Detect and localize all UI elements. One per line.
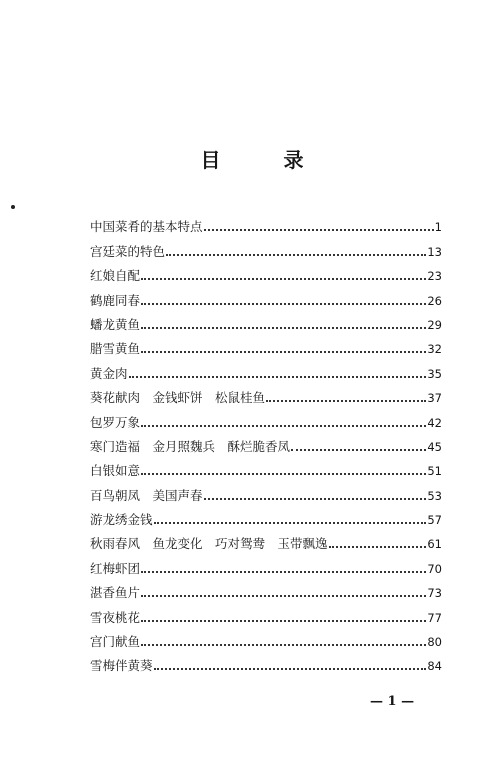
dot-leader: [291, 449, 426, 451]
dot-leader: [166, 254, 426, 256]
toc-entry[interactable]: [90, 235, 442, 259]
entry-page: 51: [427, 464, 442, 479]
toc-entry[interactable]: [90, 528, 442, 552]
toc-entry[interactable]: [90, 552, 442, 576]
entry-title: 葵花献肉 金钱虾饼 松鼠桂鱼: [90, 390, 266, 406]
dot-leader: [141, 644, 426, 646]
dot-leader: [141, 571, 426, 573]
page-title: 目 录: [200, 148, 332, 172]
toc-entry[interactable]: [90, 626, 442, 650]
dot-leader: [129, 376, 427, 378]
entry-title: 雪梅伴黄葵: [90, 658, 153, 674]
entry-page: 45: [427, 439, 442, 454]
entry-page: 1: [434, 220, 442, 235]
entry-title: 雪夜桃花: [90, 609, 141, 625]
entry-page: 32: [427, 342, 442, 357]
toc-entry[interactable]: [90, 577, 442, 601]
entry-page: 70: [427, 561, 442, 576]
dot-leader: [141, 327, 426, 329]
dot-leader: [154, 522, 427, 524]
toc-entry[interactable]: [90, 479, 442, 503]
entry-title: 腊雪黄鱼: [90, 341, 141, 357]
dot-leader: [141, 425, 426, 427]
footer-page-number: — 1 —: [370, 694, 415, 709]
entry-page: 57: [427, 513, 442, 528]
entry-title: 游龙绣金钱: [90, 512, 153, 528]
entry-title: 黄金肉: [90, 365, 128, 381]
entry-page: 42: [427, 415, 442, 430]
entry-title: 白银如意: [90, 463, 141, 479]
entry-page: 29: [427, 317, 442, 332]
entry-page: 53: [427, 488, 442, 503]
dot-leader: [141, 620, 426, 622]
entry-title: 蟠龙黄鱼: [90, 316, 141, 332]
toc-entry[interactable]: [90, 284, 442, 308]
entry-title: 包罗万象: [90, 414, 141, 430]
entry-title: 鹤鹿同春: [90, 292, 141, 308]
stray-ink-dot: [11, 205, 15, 209]
entry-title: 百鸟朝凤 美国声春: [90, 487, 203, 503]
entry-page: 13: [427, 244, 442, 259]
entry-title: 秋雨春风 鱼龙变化 巧对鸳鸯 玉带飘逸: [90, 536, 328, 552]
entry-page: 35: [427, 366, 442, 381]
entry-title: 中国菜肴的基本特点: [90, 219, 203, 235]
toc-entry[interactable]: [90, 260, 442, 284]
dot-leader: [329, 546, 427, 548]
entry-title: 宫廷菜的特色: [90, 243, 166, 259]
dot-leader: [204, 498, 427, 500]
dot-leader: [141, 473, 426, 475]
toc-entry[interactable]: [90, 309, 442, 333]
toc-entry[interactable]: [90, 455, 442, 479]
entry-title: 红梅虾团: [90, 560, 141, 576]
toc-entry[interactable]: [90, 650, 442, 674]
dot-leader: [266, 400, 426, 402]
entry-title: 红娘自配: [90, 268, 141, 284]
dot-leader: [141, 278, 426, 280]
entry-page: 77: [427, 610, 442, 625]
entry-page: 37: [427, 391, 442, 406]
toc-entry[interactable]: [90, 357, 442, 381]
toc-entry[interactable]: [90, 211, 442, 235]
entry-page: 23: [427, 269, 442, 284]
entry-page: 73: [427, 586, 442, 601]
entry-page: 84: [427, 659, 442, 674]
dot-leader: [204, 229, 434, 231]
dot-leader: [154, 668, 427, 670]
dot-leader: [141, 351, 426, 353]
toc-entry[interactable]: [90, 406, 442, 430]
table-of-contents: [90, 211, 442, 674]
toc-entry[interactable]: [90, 601, 442, 625]
entry-title: 湛香鱼片: [90, 585, 141, 601]
entry-title: 宫门献鱼: [90, 634, 141, 650]
toc-entry[interactable]: [90, 382, 442, 406]
toc-entry[interactable]: [90, 333, 442, 357]
toc-entry[interactable]: [90, 504, 442, 528]
entry-page: 61: [427, 537, 442, 552]
dot-leader: [141, 595, 426, 597]
entry-page: 26: [427, 293, 442, 308]
entry-page: 80: [427, 635, 442, 650]
entry-title: 寒门造福 金月照魏兵 酥烂脆香凤: [90, 438, 291, 454]
toc-entry[interactable]: [90, 431, 442, 455]
dot-leader: [141, 303, 426, 305]
